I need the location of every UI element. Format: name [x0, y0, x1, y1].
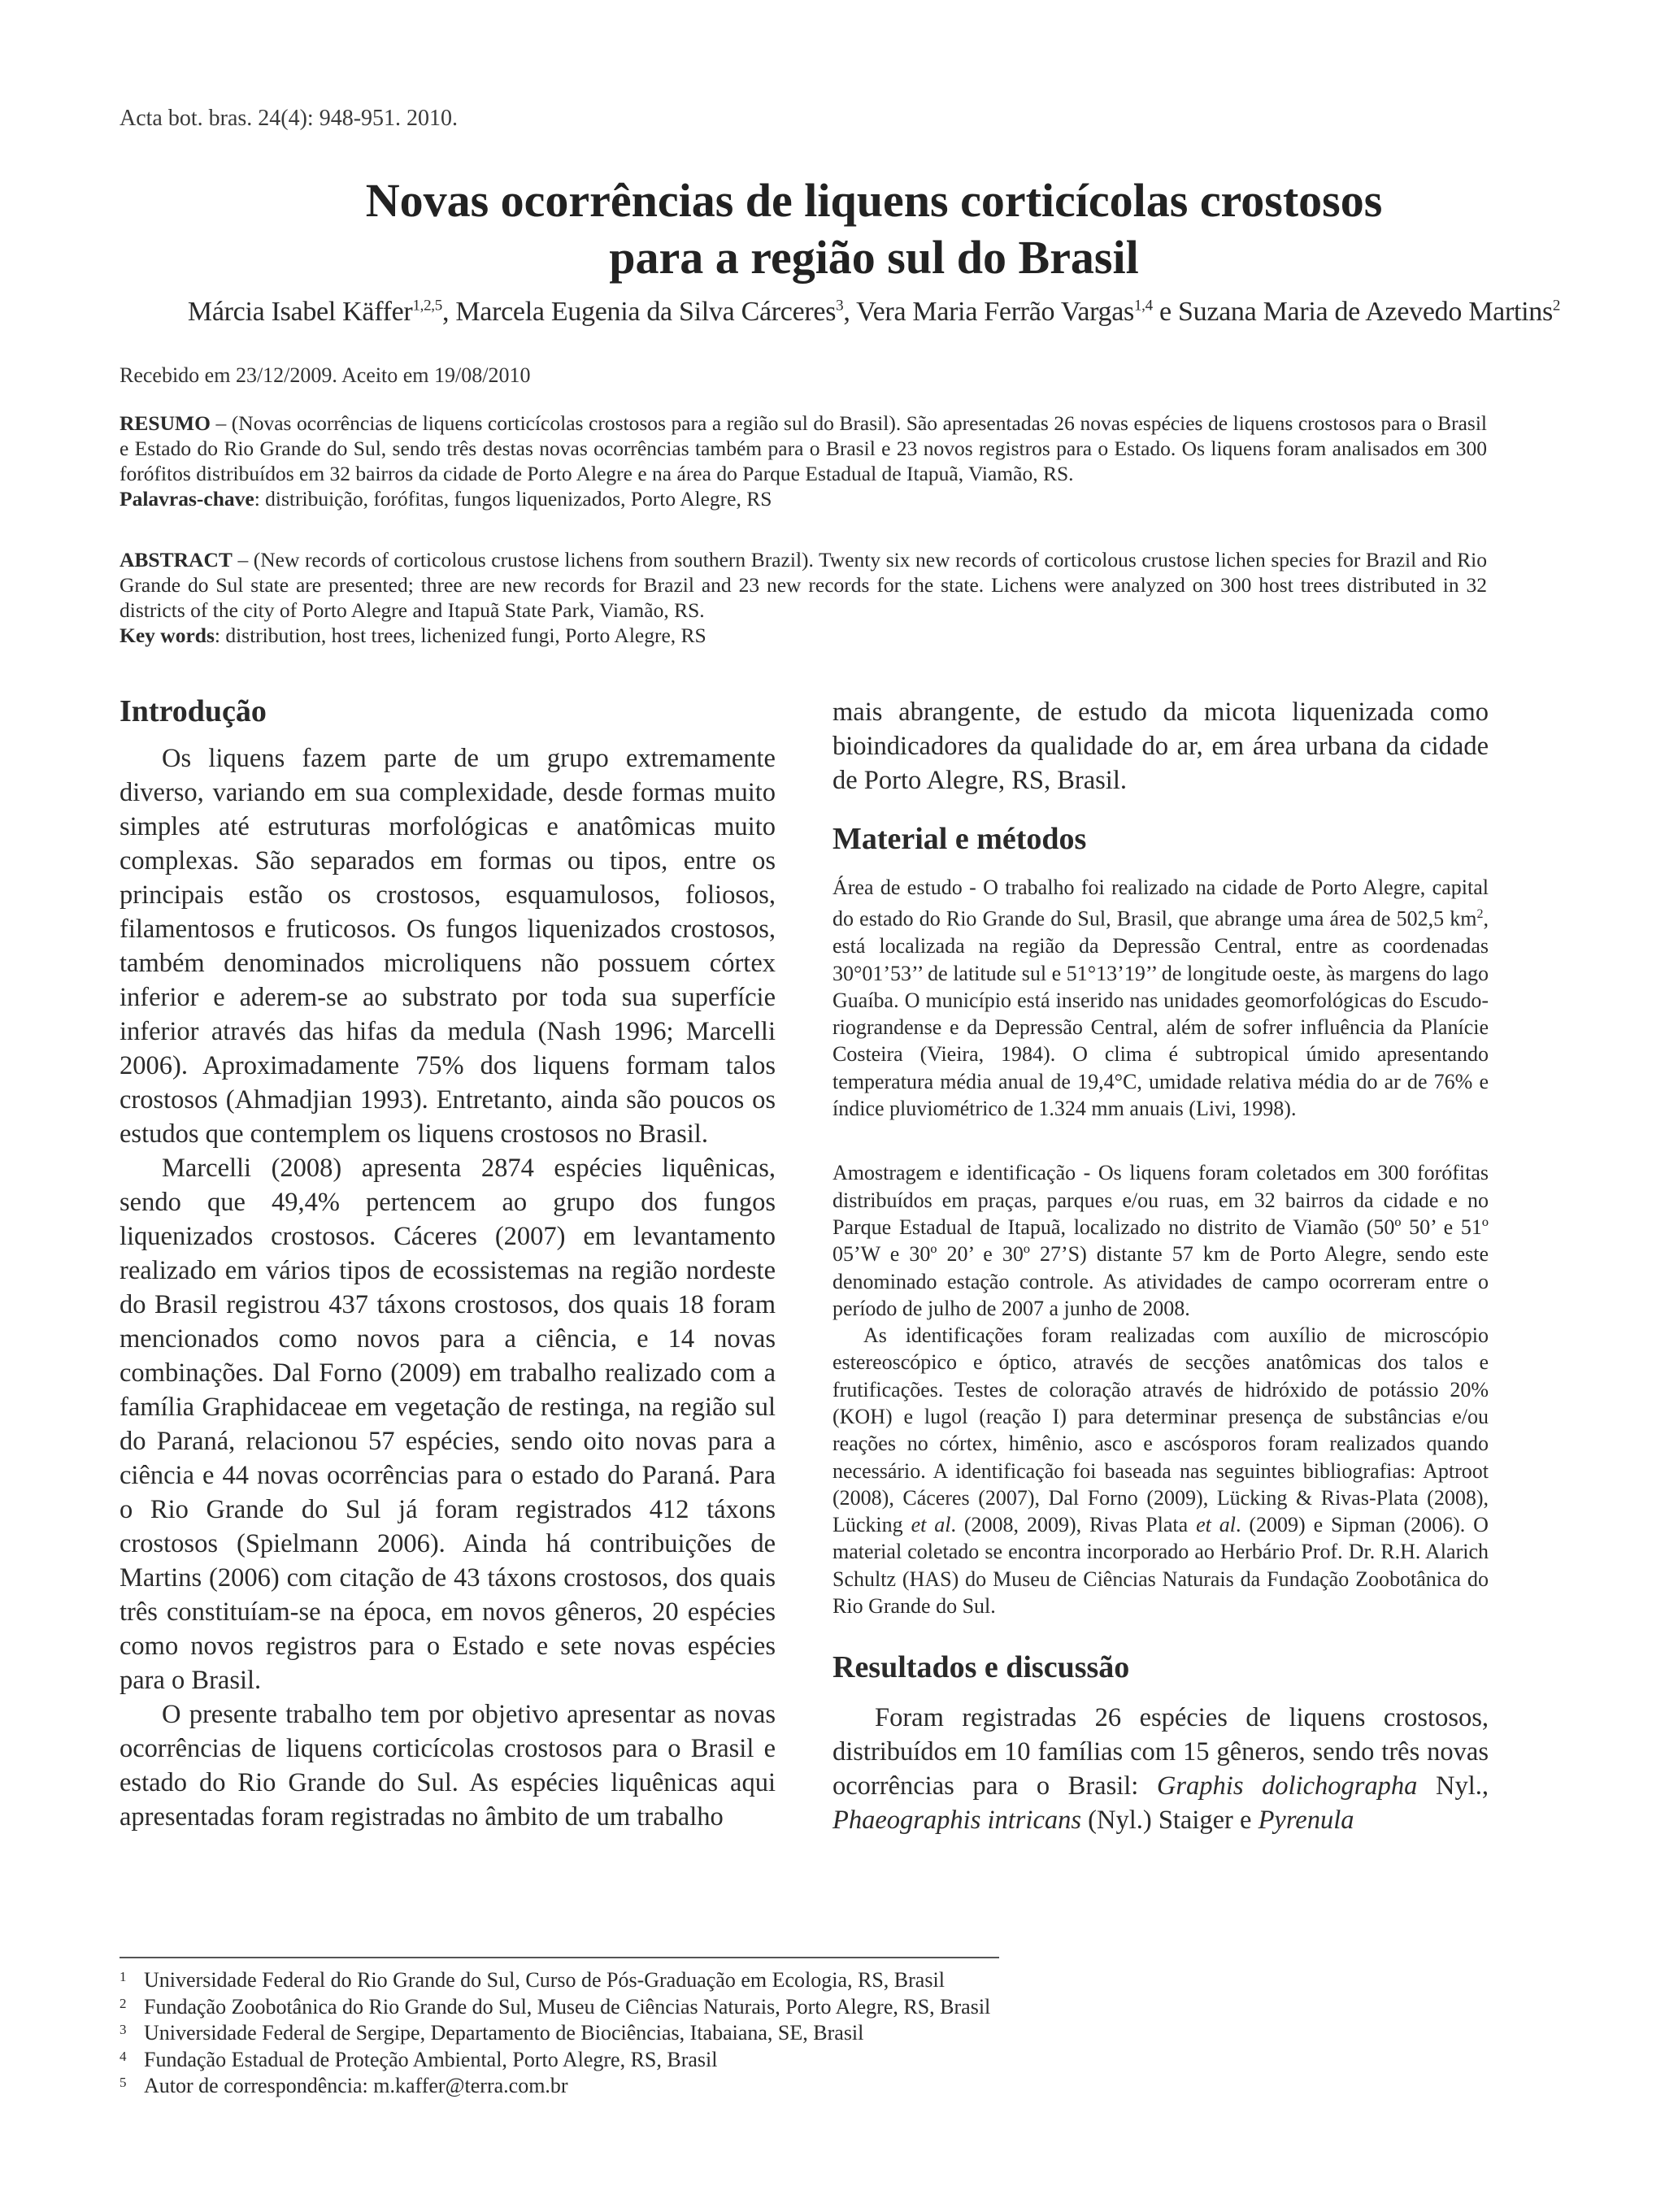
- abstract-text: [120, 548, 1487, 622]
- title-line-2: para a região sul do Brasil: [609, 231, 1139, 284]
- results-text-c: (Nyl.) Staiger e: [1081, 1806, 1259, 1836]
- footnote: [120, 2073, 990, 2100]
- footnotes: [120, 1967, 990, 2100]
- intro-paragraph-2: Marcelli (2008) apresenta 2874 espécies liquênicas, sendo que 49,4% pertencem ao grupo dos fungos liquenizados crostosos. Cáceres (2007) em levantamento realizado em vários tipos de ecossistemas na região nordeste do Brasil registrou 437 táxons crostosos, dos quais 18 foram mencionados como novos para a ciência, e 14 novas combinações. Dal Forno (2009) em trabalho realizado com a família Graphidaceae em vegetação de restinga, na região sul do Paraná, relacionou 57 espécies, sendo oito novas para a ciência e 44 novas ocorrências para o estado do Paraná. Para o Rio Grande do Sul já foram registrados 412 táxons crostosos (Spielmann 2006). Ainda há contribuições de Martins (2006) com citação de 43 táxons crostosos, dos quais três constituíam-se na época, em novos gêneros, 20 espécies como novos registros para o Estado e sete novas espécies para o Brasil.: [120, 1154, 776, 1695]
- results-paragraph: [832, 1701, 1489, 1837]
- km-squared-sup: 2: [1476, 907, 1484, 922]
- author-name: Márcia Isabel Käffer: [187, 297, 413, 327]
- methods-heading: Material e métodos: [832, 822, 1087, 856]
- intro-paragraph-3: O presente trabalho tem por objetivo apresentar as novas ocorrências de liquens corticícolas crostosos para o Brasil e estado do Rio Grande do Sul. As espécies liquênicas aqui apresentadas foram registradas no âmbito de um trabalho: [120, 1700, 776, 1832]
- journal-reference: Acta bot. bras. 24(4): 948-951. 2010.: [120, 106, 459, 131]
- article-title: [120, 172, 1628, 286]
- abstract-block: [120, 547, 1487, 648]
- footnote-text: Fundação Estadual de Proteção Ambiental, Porto Alegre, RS, Brasil: [144, 2047, 718, 2071]
- footnote-number: 5: [120, 2075, 127, 2090]
- sampling-label: Amostragem e identificação -: [832, 1161, 1098, 1185]
- footnote-number: 1: [120, 1969, 127, 1984]
- author-affiliation: 3: [836, 297, 844, 315]
- footnote: [120, 1967, 990, 1994]
- resumo-text: [120, 411, 1487, 485]
- author-separator: ,: [843, 297, 857, 327]
- species-name: Pyrenula: [1258, 1806, 1354, 1836]
- footnote-text: Fundação Zoobotânica do Rio Grande do Sul, Museu de Ciências Naturais, Porto Alegre, RS, Brasil: [144, 1994, 991, 2019]
- author-name: Suzana Maria de Azevedo Martins: [1178, 297, 1553, 327]
- study-area-text-cont: , está localizada na região da Depressão Central, entre as coordenadas 30°01’53’’ de latitude sul e 51°13’19’’ de longitude oeste, às margens do lago Guaíba. O município está inserido nas unidades geomorfológicas do Escudo-riograndense e da Depressão Central, além de sofrer influência da Planície Costeira (Vieira, 1984). O clima é subtropical úmido apresentando temperatura média anual de 19,4°C, umidade relativa média do ar de 76% e índice pluviométrico de 1.324 mm anuais (Livi, 1998).: [832, 906, 1489, 1121]
- resumo-block: [120, 411, 1487, 511]
- received-dates: Recebido em 23/12/2009. Aceito em 19/08/2010: [120, 363, 531, 387]
- abstract-body: – (New records of corticolous crustose lichens from southern Brazil). Twenty six new records of corticolous crustose lichen species for Brazil and Rio Grande do Sul state are presented; three are new records for Brazil and 23 new records for the state. Lichens were analyzed on 300 host trees distributed in 32 districts of the city of Porto Alegre and Itapuã State Park, Viamão, RS.: [120, 548, 1487, 622]
- right-column: [832, 695, 1489, 1837]
- author-separator: ,: [441, 297, 456, 327]
- left-column: [120, 693, 776, 1834]
- resumo-body: – (Novas ocorrências de liquens corticícolas crostosos para a região sul do Brasil). São apresentadas 26 novas espécies de liquens crostosos para o Brasil e Estado do Rio Grande do Sul, sendo três destas novas ocorrências também para o Brasil e 23 novos registros para o Estado. Os liquens foram analisados em 300 forófitos distribuídos em 32 bairros da cidade de Porto Alegre e na área do Parque Estadual de Itapuã, Viamão, RS.: [120, 411, 1487, 485]
- species-name: Graphis dolichographa: [1156, 1771, 1418, 1801]
- results-heading: Resultados e discussão: [832, 1650, 1130, 1685]
- author-affiliation: 2: [1552, 297, 1561, 315]
- abstract-label: ABSTRACT: [120, 548, 233, 571]
- species-name: Phaeographis intricans: [832, 1806, 1082, 1836]
- footnote-number: 2: [120, 1995, 127, 2011]
- intro-heading: Introdução: [120, 694, 267, 728]
- key-words-label: Key words: [120, 624, 215, 647]
- key-words-list: : distribution, host trees, lichenized fungi, Porto Alegre, RS: [214, 624, 706, 647]
- intro-paragraph-1: Os liquens fazem parte de um grupo extremamente diverso, variando em sua complexidade, desde formas muito simples até estruturas morfológicas e anatômicas muito complexas. São separados em formas ou tipos, entre os principais estão os crostosos, esquamulosos, foliosos, filamentosos e fruticosos. Os fungos liquenizados crostosos, também denominados microliquens não possuem córtex inferior e aderem-se ao substrato por toda sua superfície inferior através das hifas da medula (Nash 1996; Marcelli 2006). Aproximadamente 75% dos liquens formam talos crostosos (Ahmadjian 1993). Entretanto, ainda são poucos os estudos que contemplem os liquens crostosos no Brasil.: [120, 744, 776, 1149]
- ident-text-a: As identificações foram realizadas com auxílio de microscópio estereoscópico e óptico, através de secções anatômicas dos talos e frutificações. Testes de coloração através de hidróxido de potássio 20% (KOH) e lugol (reação I) para determinar presença de substâncias e/ou reações no córtex, himênio, asco e ascósporos foram realizados quando necessário. A identificação foi baseada nas seguintes bibliografias: Aptroot (2008), Cáceres (2007), Dal Forno (2009), Lücking & Rivas-Plata (2008), Lücking: [832, 1323, 1489, 1537]
- footnote-text: Universidade Federal de Sergipe, Departamento de Biociências, Itabaiana, SE, Brasil: [144, 2021, 864, 2045]
- author-name: Vera Maria Ferrão Vargas: [856, 297, 1134, 327]
- results-text-a: Foram registradas 26 espécies de liquens crostosos, distribuídos em 10 famílias com 15 gêneros, sendo três novas ocorrências para o Brasil:: [832, 1703, 1489, 1801]
- author-list: [120, 297, 1628, 328]
- author-affiliation: 1,2,5: [412, 297, 442, 315]
- footnote: [120, 1994, 990, 2021]
- footnote-number: 3: [120, 2022, 127, 2037]
- key-words: [120, 623, 1487, 648]
- title-line-1: Novas ocorrências de liquens corticícolas crostosos: [365, 174, 1383, 227]
- author-separator: e: [1152, 297, 1179, 327]
- palavras-chave: [120, 486, 1487, 511]
- ident-text-b: . (2008, 2009), Rivas Plata: [950, 1513, 1197, 1537]
- resumo-label: RESUMO: [120, 411, 211, 435]
- footnote-text: Autor de correspondência: m.kaffer@terra.com.br: [144, 2074, 568, 2097]
- author-name: Marcela Eugenia da Silva Cárceres: [455, 297, 837, 327]
- footnote-number: 4: [120, 2048, 127, 2064]
- sampling-text: Os liquens foram coletados em 300 forófitas distribuídos em praças, parques e/ou ruas, em 32 bairros da cidade e no Parque Estadual de Itapuã, localizado no distrito de Viamão (50º 50’ e 51º 05’W e 30º 20’ e 30º 27’S) distante 57 km de Porto Alegre, sendo este denominado estação controle. As atividades de campo ocorreram entre o período de julho de 2007 a junho de 2008.: [832, 1161, 1489, 1320]
- footnote: [120, 2047, 990, 2074]
- palavras-chave-label: Palavras-chave: [120, 487, 254, 511]
- palavras-chave-list: : distribuição, forófitas, fungos liquenizados, Porto Alegre, RS: [254, 487, 772, 511]
- study-area-label: Área de estudo -: [832, 876, 984, 899]
- sampling-paragraph: [832, 1159, 1489, 1322]
- et-al-italic: et al: [1196, 1513, 1236, 1537]
- results-text-b: Nyl.,: [1417, 1771, 1489, 1801]
- identification-paragraph: [832, 1322, 1489, 1619]
- ident-text-c: . (2009) e Sipman (2006). O material coletado se encontra incorporado ao Herbário Prof. Dr. R.H. Alarich Schultz (HAS) do Museu de Ciências Naturais da Fundação Zoobotânica do Rio Grande do Sul.: [832, 1513, 1489, 1619]
- footnote-divider: [120, 1957, 999, 1958]
- author-affiliation: 1,4: [1133, 297, 1153, 315]
- study-area-paragraph: [832, 874, 1489, 1122]
- footnote: [120, 2020, 990, 2047]
- intro-paragraph-3-continued: mais abrangente, de estudo da micota liquenizada como bioindicadores da qualidade do ar, em área urbana da cidade de Porto Alegre, RS, Brasil.: [832, 697, 1489, 795]
- study-area-text: O trabalho foi realizado na cidade de Porto Alegre, capital do estado do Rio Grande do Sul, Brasil, que abrange uma área de 502,5 km: [832, 876, 1489, 931]
- footnote-text: Universidade Federal do Rio Grande do Sul, Curso de Pós-Graduação em Ecologia, RS, Brasil: [144, 1968, 945, 1992]
- et-al-italic: et al: [911, 1513, 951, 1537]
